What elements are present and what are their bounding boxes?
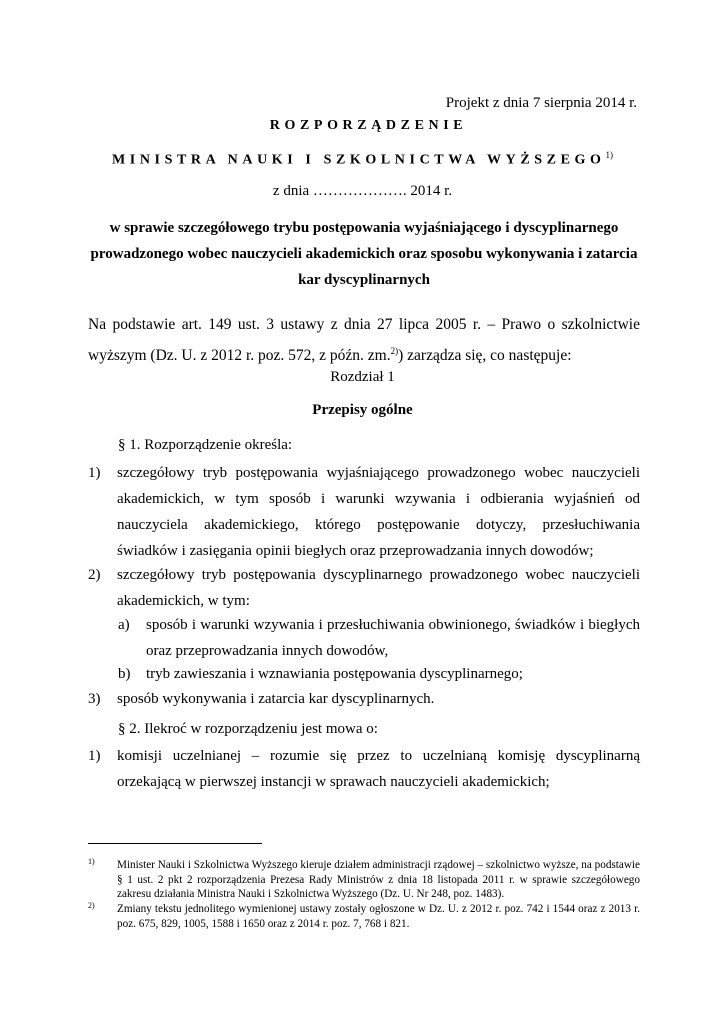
definition-item [88,743,640,795]
footnote-divider [88,843,262,844]
footnote-number: 2) [88,901,95,910]
subject-line: kar dyscyplinarnych [298,272,430,288]
issue-date-line: z dnia ………………. 2014 r. [272,183,453,199]
project-date-line: Projekt z dnia 7 sierpnia 2014 r. [445,95,637,111]
issuer-title [0,150,725,169]
sub-list-item [118,661,640,687]
subject-heading [88,215,640,293]
footnote-text: Minister Nauki i Szkolnictwa Wyższego kieruje działem administracji rządowej – szkolnictwo wyższe, na podstawie § 1 ust. 2 pkt 2 rozporządzenia Prezesa Rady Ministrów z dnia 18 listopada 2011 r. w sprawie szczegółowego zakresu działania Ministra Nauki i Szkolnictwa Wyższego (Dz. U. Nr 248, poz. 1483). [117,859,640,900]
list-item-number: 1) [88,748,101,764]
section-1-intro: § 1. Rozporządzenie określa: [118,437,293,453]
footnote [88,858,640,902]
chapter-title: Przepisy ogólne [312,402,413,418]
footnote-ref-1: 1) [605,150,614,160]
section-2-intro: § 2. Ilekroć w rozporządzeniu jest mowa o: [118,721,378,737]
list-item-text: sposób wykonywania i zatarcia kar dyscyplinarnych. [117,691,435,707]
list-item [88,460,640,564]
sub-list-item-text: sposób i warunki wzywania i przesłuchiwania obwinionego, świadków i biegłych oraz przeprowadzania innych dowodów, [146,617,640,659]
issuer-title-text: MINISTRA NAUKI I SZKOLNICTWA WYŻSZEGO [111,152,606,168]
sub-list-item-text: tryb zawieszania i wznawiania postępowania dyscyplinarnego; [146,666,523,682]
legal-basis-text-end: ) zarządza się, co następuje: [398,347,572,365]
list-item [88,686,640,712]
sub-list-item [118,612,640,664]
document-type-title: ROZPORZĄDZENIE [269,118,468,133]
list-item-number: 3) [88,691,101,707]
legal-basis-paragraph [88,312,640,369]
subject-line: prowadzonego wobec nauczycieli akademickich oraz sposobu wykonywania i zatarcia [90,246,638,262]
list-item-text: szczegółowy tryb postępowania dyscyplinarnego prowadzonego wobec nauczycieli akademickich, w tym: [117,567,640,609]
sub-list-item-letter: a) [118,617,130,633]
list-item-number: 1) [88,465,101,481]
footnote-number: 1) [88,857,95,866]
subject-line: w sprawie szczegółowego trybu postępowania wyjaśniającego i dyscyplinarnego [109,220,619,236]
footnote [88,902,640,931]
sub-list-item-letter: b) [118,666,131,682]
legal-basis-text: Na podstawie art. 149 ust. 3 ustawy z dnia 27 lipca 2005 r. – Prawo o szkolnictwie wyższym (Dz. U. z 2012 r. poz. 572, z późn. zm. [88,316,640,365]
footnote-text: Zmiany tekstu jednolitego wymienionej ustawy zostały ogłoszone w Dz. U. z 2012 r. poz. 742 i 1544 oraz z 2013 r. poz. 675, 829, 1005, 1588 i 1650 oraz z 2014 r. poz. 7, 768 i 821. [117,903,640,930]
list-item-text: szczegółowy tryb postępowania wyjaśniającego prowadzonego wobec nauczycieli akademickich, w tym sposób i warunki wzywania i odbierania wyjaśnień od nauczyciela akademickiego, którego postępowanie dotyczy, przesłuchiwania świadków i zasięgania opinii biegłych oraz przeprowadzania innych dowodów; [117,465,640,559]
chapter-label: Rozdział 1 [330,369,395,385]
list-item [88,562,640,614]
list-item-number: 2) [88,567,101,583]
definition-text: komisji uczelnianej – rozumie się przez to uczelnianą komisję dyscyplinarną orzekającą w pierwszej instancji w sprawach nauczycieli akademickich; [117,748,640,790]
footnote-ref-2: 2) [390,346,399,356]
